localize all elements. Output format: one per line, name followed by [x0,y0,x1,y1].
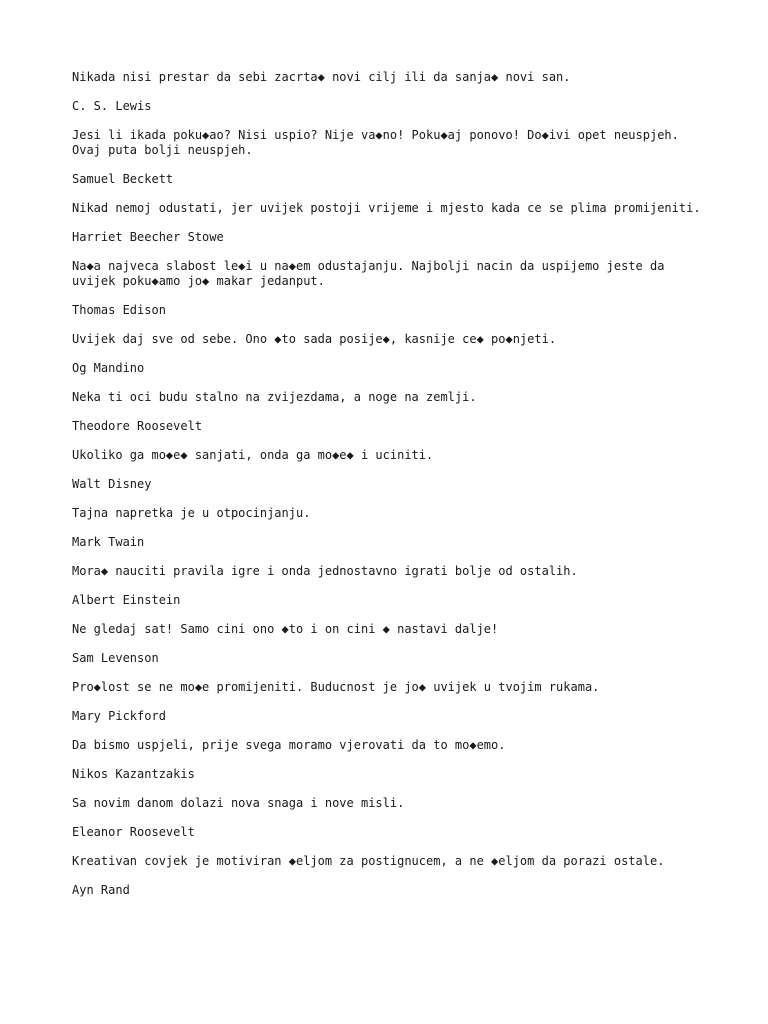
quote-author: Ayn Rand [72,883,130,897]
quote-text: Mora◆ nauciti pravila igre i onda jednostavno igrati bolje od ostalih. [72,564,578,578]
quote-author: Theodore Roosevelt [72,419,203,433]
quote-entry [72,201,712,245]
quote-entry [72,259,712,318]
quote-text: Uvijek daj sve od sebe. Ono ◆to sada posije◆, kasnije ce◆ po◆njeti. [72,332,557,346]
quote-text: Ne gledaj sat! Samo cini ono ◆to i on cini ◆ nastavi dalje! [72,622,499,636]
quote-entry [72,854,712,898]
quote-entry [72,70,712,114]
quote-entry [72,738,712,782]
quote-entry [72,332,712,376]
quote-text: Pro◆lost se ne mo◆e promijeniti. Buducnost je jo◆ uvijek u tvojim rukama. [72,680,600,694]
quote-text: Neka ti oci budu stalno na zvijezdama, a noge na zemlji. [72,390,477,404]
document-body [72,70,712,912]
quote-text: Tajna napretka je u otpocinjanju. [72,506,311,520]
quote-text: Na◆a najveca slabost le◆i u na◆em odustajanju. Najbolji nacin da uspijemo jeste da uvijek poku◆amo jo◆ makar jedanput. [72,259,665,288]
quote-entry [72,448,712,492]
quote-entry [72,128,712,187]
quote-author: Og Mandino [72,361,145,375]
quote-author: Walt Disney [72,477,152,491]
quote-author: Albert Einstein [72,593,181,607]
quote-author: Thomas Edison [72,303,166,317]
quote-entry [72,622,712,666]
quote-entry [72,390,712,434]
quote-text: Sa novim danom dolazi nova snaga i nove misli. [72,796,405,810]
quote-author: C. S. Lewis [72,99,152,113]
quote-author: Eleanor Roosevelt [72,825,195,839]
quote-author: Nikos Kazantzakis [72,767,195,781]
quote-text: Nikada nisi prestar da sebi zacrta◆ novi cilj ili da sanja◆ novi san. [72,70,571,84]
quote-author: Samuel Beckett [72,172,174,186]
quote-author: Mark Twain [72,535,145,549]
quote-entry [72,680,712,724]
quote-author: Harriet Beecher Stowe [72,230,224,244]
quote-entry [72,564,712,608]
quote-text: Kreativan covjek je motiviran ◆eljom za postignucem, a ne ◆eljom da porazi ostale. [72,854,665,868]
quote-author: Mary Pickford [72,709,166,723]
quote-text: Jesi li ikada poku◆ao? Nisi uspio? Nije va◆no! Poku◆aj ponovo! Do◆ivi opet neuspjeh. Ovaj puta bolji neuspjeh. [72,128,679,157]
quote-entry [72,506,712,550]
quote-text: Da bismo uspjeli, prije svega moramo vjerovati da to mo◆emo. [72,738,506,752]
quote-author: Sam Levenson [72,651,159,665]
quote-text: Ukoliko ga mo◆e◆ sanjati, onda ga mo◆e◆ i uciniti. [72,448,434,462]
quote-entry [72,796,712,840]
quote-text: Nikad nemoj odustati, jer uvijek postoji vrijeme i mjesto kada ce se plima promijeniti. [72,201,701,215]
